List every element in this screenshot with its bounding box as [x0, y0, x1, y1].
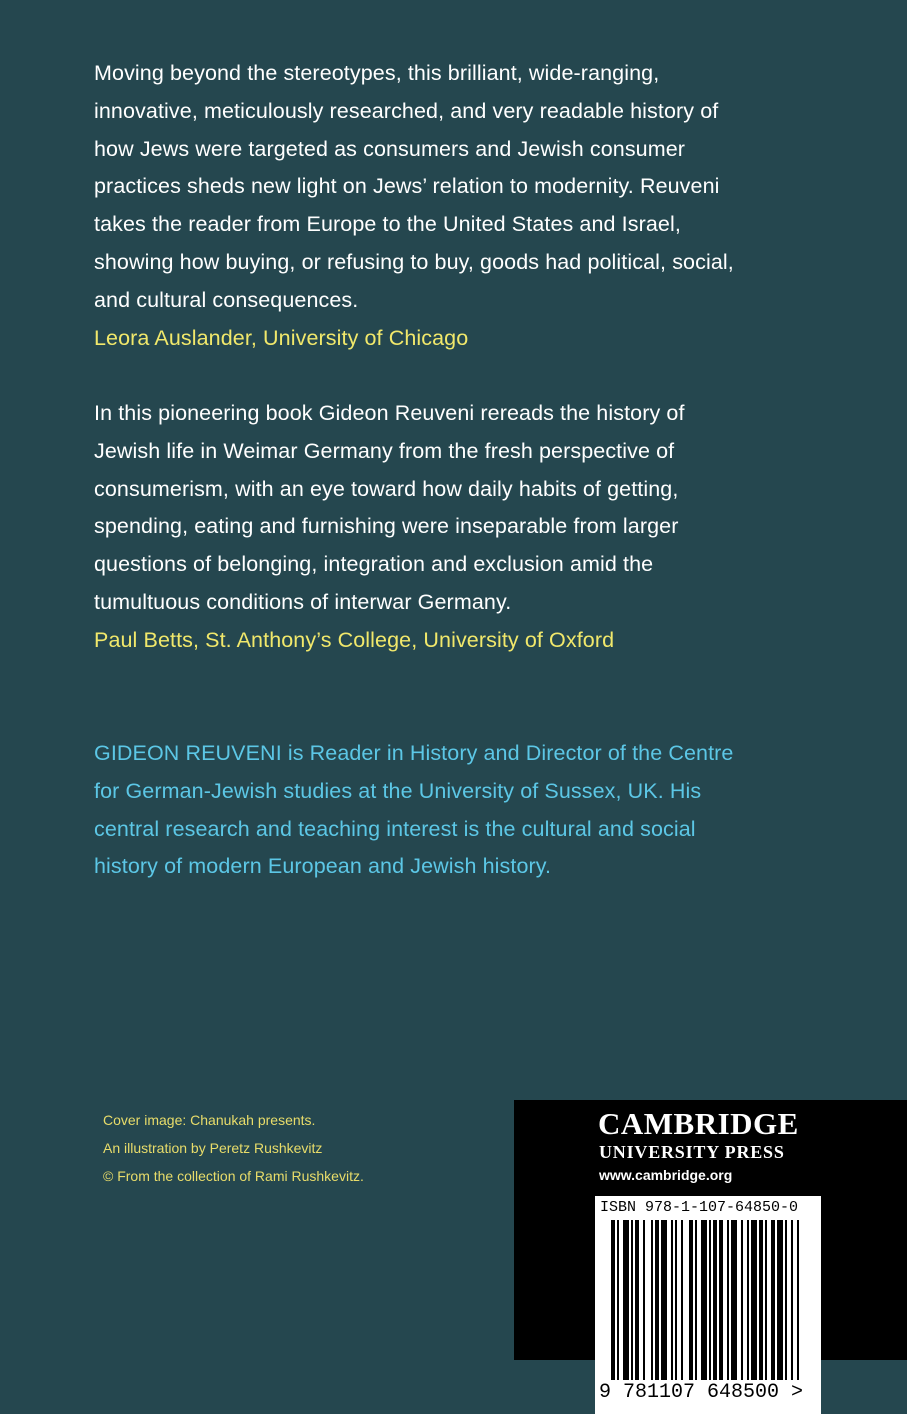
- barcode: [595, 1196, 821, 1414]
- barcode-bar: [731, 1220, 737, 1380]
- barcode-bar: [689, 1220, 693, 1380]
- cover-credit-line: Cover image: Chanukah presents.: [103, 1112, 316, 1128]
- barcode-bar: [719, 1220, 723, 1380]
- publisher-logo: CAMBRIDGE: [598, 1106, 799, 1141]
- barcode-bar: [751, 1220, 757, 1380]
- barcode-bar: [611, 1220, 615, 1380]
- isbn-label: ISBN 978-1-107-64850-0: [600, 1199, 799, 1216]
- cover-credit-line: An illustration by Peretz Rushkevitz: [103, 1140, 323, 1156]
- review-1: [94, 55, 754, 357]
- barcode-bar: [651, 1220, 653, 1380]
- author-bio: GIDEON REUVENI is Reader in History and Director of the Centre for German-Jewish studies at the University of Sussex, UK. His central research and teaching interest is the cultural and social history of modern European and Jewish history.: [94, 741, 734, 879]
- cover-credits: [103, 1106, 364, 1190]
- review-2: [94, 395, 754, 660]
- barcode-bar: [617, 1220, 619, 1380]
- barcode-bar: [695, 1220, 697, 1380]
- barcode-bar: [709, 1220, 711, 1380]
- barcode-bar: [797, 1220, 799, 1380]
- barcode-bar: [713, 1220, 717, 1380]
- barcode-bar: [777, 1220, 783, 1380]
- review-text: Moving beyond the stereotypes, this brilliant, wide-ranging, innovative, meticulously researched, and very readable history of how Jews were targeted as consumers and Jewish consumer practices sheds new light on Jews’ relation to modernity. Reuveni takes the reader from Europe to the United States and Israel, showing how buying, or refusing to buy, goods had political, social, and cultural consequences.: [94, 61, 734, 312]
- barcode-bar: [675, 1220, 677, 1380]
- barcode-bar: [759, 1220, 763, 1380]
- publisher-subtitle: UNIVERSITY PRESS: [599, 1142, 785, 1162]
- barcode-bar: [643, 1220, 645, 1380]
- barcode-bar: [655, 1220, 659, 1380]
- review-text: In this pioneering book Gideon Reuveni rereads the history of Jewish life in Weimar Germany from the fresh perspective of consumerism, with an eye toward how daily habits of getting, spending, eating and furnishing were inseparable from larger questions of belonging, integration and exclusion amid the tumultuous conditions of interwar Germany.: [94, 401, 685, 614]
- review-attribution: Leora Auslander, University of Chicago: [94, 325, 469, 350]
- publisher-url: www.cambridge.org: [599, 1167, 733, 1183]
- barcode-bar: [741, 1220, 743, 1380]
- barcode-bar: [635, 1220, 639, 1380]
- barcode-bar: [747, 1220, 749, 1380]
- review-attribution: Paul Betts, St. Anthony’s College, University of Oxford: [94, 627, 615, 652]
- barcode-bar: [681, 1220, 683, 1380]
- barcode-bar: [765, 1220, 767, 1380]
- barcode-bar: [661, 1220, 667, 1380]
- barcode-bar: [671, 1220, 673, 1380]
- barcode-bar: [631, 1220, 633, 1380]
- barcode-bar: [791, 1220, 793, 1380]
- ean-digits: 9 781107 648500 >: [599, 1381, 804, 1404]
- barcode-bar: [785, 1220, 787, 1380]
- barcode-bar: [623, 1220, 629, 1380]
- publisher-box: [514, 1100, 907, 1404]
- barcode-bar: [701, 1220, 707, 1380]
- cover-credit-line: © From the collection of Rami Rushkevitz.: [103, 1168, 364, 1184]
- barcode-bar: [727, 1220, 729, 1380]
- barcode-bar: [771, 1220, 775, 1380]
